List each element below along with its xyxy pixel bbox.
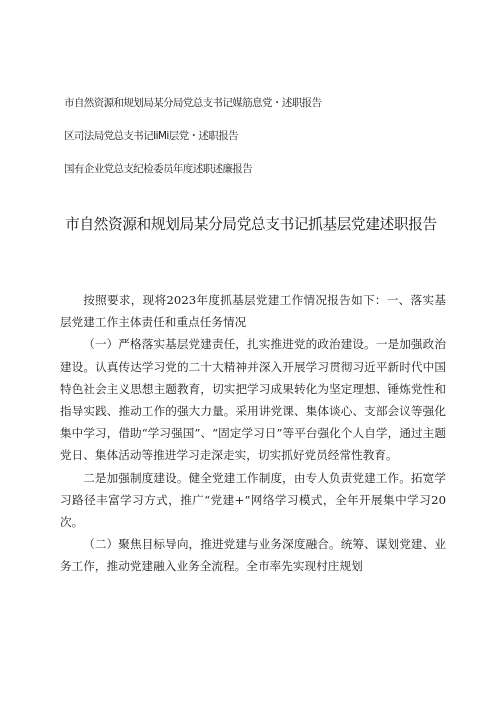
document-title: 市自然资源和规划局某分局党总支书记抓基层党建述职报告 — [65, 216, 437, 233]
body-paragraph: （二）聚焦目标导向，推进党建与业务深度融合。统筹、谋划党建、业务工作，推动党建融入业务全流程。全市率先实现村庄规划 — [60, 537, 446, 574]
related-reports-list — [64, 96, 464, 195]
body-paragraph: 按照要求，现将2023年度抓基层党建工作情况报告如下：一、落实基层党建工作主体责任和重点任务情况 — [60, 293, 446, 330]
body-paragraph: 二是加强制度建设。健全党建工作制度，由专人负责党建工作。拓宽学习路径丰富学习方式，推广“党建+”网络学习模式，全年开展集中学习20次。 — [60, 470, 446, 530]
document-body — [60, 289, 446, 578]
related-report-item: 区司法局党总支书记IiMi层党・述职报告 — [64, 130, 238, 142]
related-report-item: 国有企业党总支纪检委员年度述职述廉报告 — [64, 163, 253, 175]
body-paragraph: （一）严格落实基层党建责任，扎实推进党的政治建设。一是加强政治建设。认真传达学习党的二十大精神并深入开展学习贯彻习近平新时代中国特色社会主义思想主题教育，切实把学习成果转化为坚定理想、锤炼党性和指导实践、推动工作的强大力量。采用讲党课、集体谈心、支部会议等强化集中学习，借助“学习强国”、“固定学习日”等平台强化个人自学，通过主题党日、集体活动等推进学习走深走实，切实抓好党员经常性教育。 — [60, 337, 446, 463]
related-report-item: 市自然资源和规划局某分局党总支书记媒筋息党・述职报告 — [64, 97, 322, 109]
